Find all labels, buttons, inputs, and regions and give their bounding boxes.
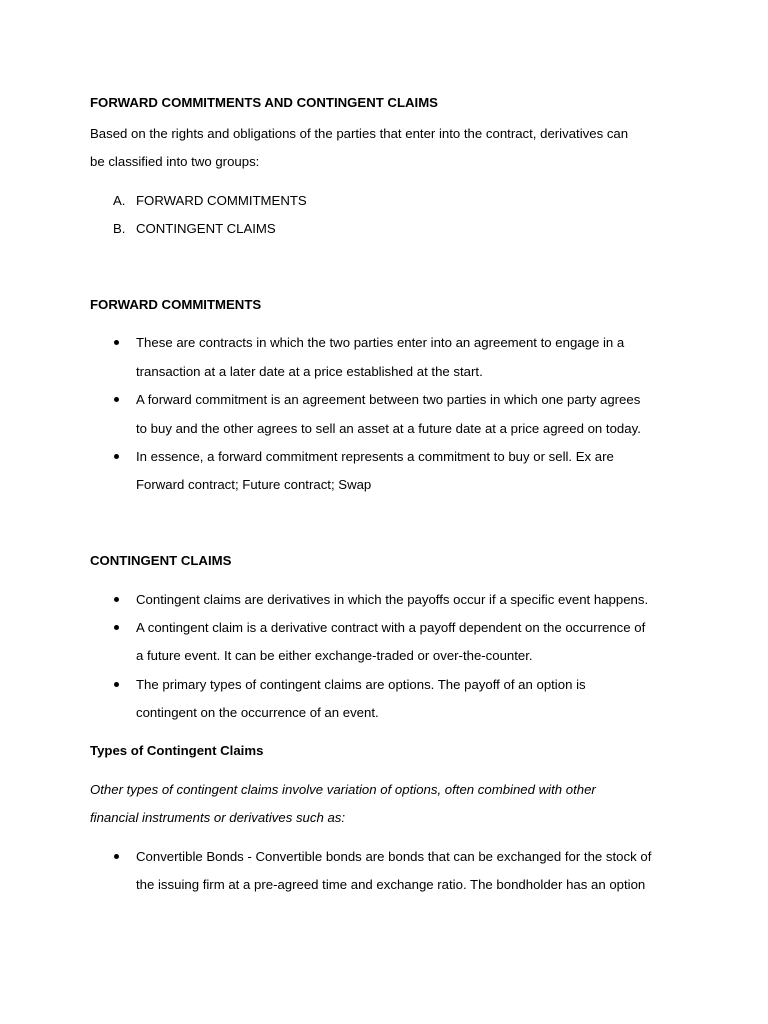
contingent-bullet-3-line-2: contingent on the occurrence of an event. (136, 705, 379, 720)
forward-bullet-1-line-2: transaction at a later date at a price established at the start. (136, 364, 483, 379)
group-item-forward: FORWARD COMMITMENTS (136, 193, 307, 208)
group-item-contingent: CONTINGENT CLAIMS (136, 221, 276, 236)
bullet-icon (114, 597, 119, 602)
contingent-bullet-2-line-2: a future event. It can be either exchange-traded or over-the-counter. (136, 648, 533, 663)
forward-commitments-heading: FORWARD COMMITMENTS (90, 297, 262, 312)
types-bullet-1-line-2: the issuing firm at a pre-agreed time and exchange ratio. The bondholder has an option (136, 877, 646, 892)
bullet-icon (114, 854, 119, 859)
contingent-bullet-2-line-1: A contingent claim is a derivative contract with a payoff dependent on the occurrence of (136, 620, 646, 635)
forward-bullet-3-line-1: In essence, a forward commitment represents a commitment to buy or sell. Ex are (136, 449, 614, 464)
contingent-bullet-3-line-1: The primary types of contingent claims are options. The payoff of an option is (136, 677, 586, 692)
intro-line-2: be classified into two groups: (90, 154, 260, 169)
types-intro-line-2: financial instruments or derivatives such as: (90, 810, 346, 825)
types-intro-line-1: Other types of contingent claims involve variation of options, often combined with other (90, 782, 596, 797)
bullet-icon (114, 397, 119, 402)
document-title: FORWARD COMMITMENTS AND CONTINGENT CLAIMS (90, 95, 438, 110)
bullet-icon (114, 682, 119, 687)
contingent-bullet-1-line-1: Contingent claims are derivatives in which the payoffs occur if a specific event happens. (136, 592, 649, 607)
types-bullet-1-line-1: Convertible Bonds - Convertible bonds are bonds that can be exchanged for the stock of (136, 849, 652, 864)
bullet-icon (114, 625, 119, 630)
forward-bullet-1-line-1: These are contracts in which the two parties enter into an agreement to engage in a (136, 335, 625, 350)
bullet-icon (114, 340, 119, 345)
forward-bullet-2-line-1: A forward commitment is an agreement between two parties in which one party agrees (136, 392, 641, 407)
group-marker-b: B. (113, 221, 126, 236)
intro-line-1: Based on the rights and obligations of the parties that enter into the contract, derivatives can (90, 126, 629, 141)
bullet-icon (114, 454, 119, 459)
forward-bullet-2-line-2: to buy and the other agrees to sell an asset at a future date at a price agreed on today. (136, 421, 641, 436)
group-marker-a: A. (113, 193, 126, 208)
forward-bullet-3-line-2: Forward contract; Future contract; Swap (136, 477, 372, 492)
contingent-claims-heading: CONTINGENT CLAIMS (90, 553, 232, 568)
types-heading: Types of Contingent Claims (90, 743, 264, 758)
